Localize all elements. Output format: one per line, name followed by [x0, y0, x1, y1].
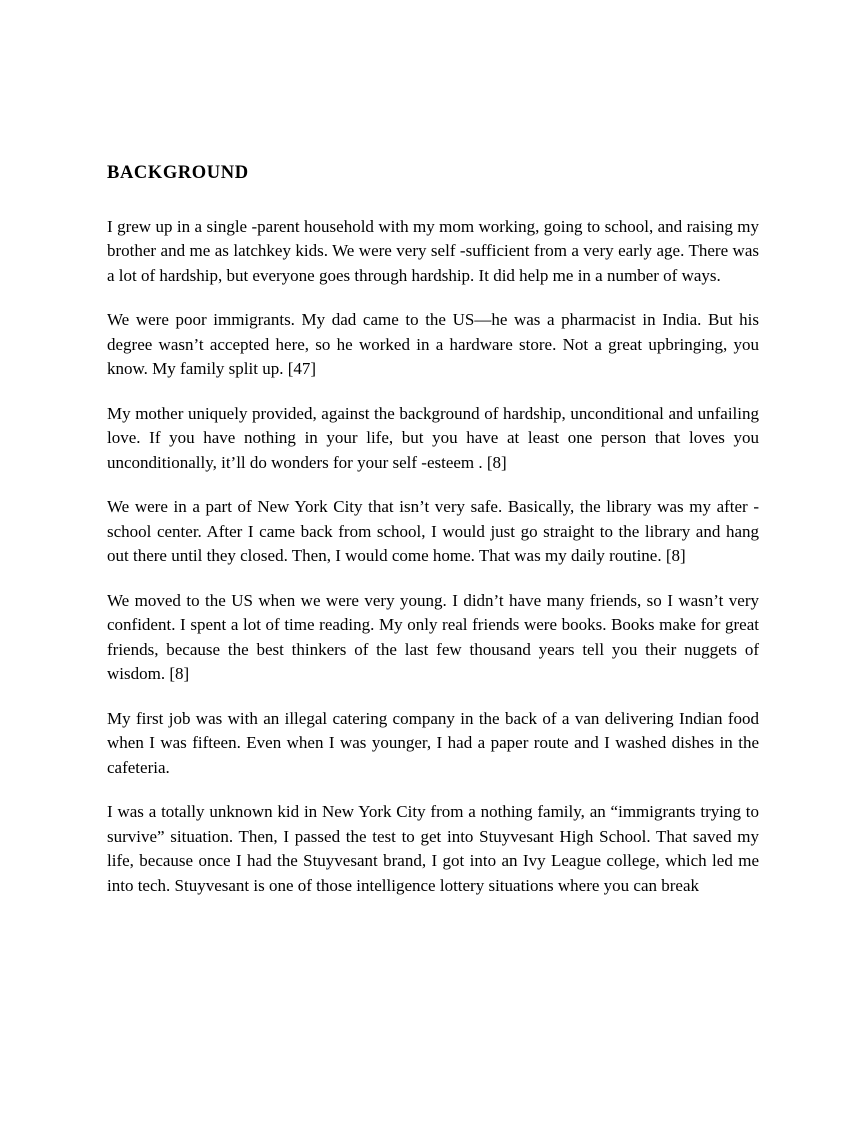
section-heading: BACKGROUND [107, 163, 249, 183]
paragraph: My mother uniquely provided, against the background of hardship, unconditional and unfailing love. If you have nothing in your life, but you have at least one person that loves you unconditionally, it’ll do wonders for your self -esteem . [8] [107, 403, 759, 472]
text-block [107, 161, 759, 898]
paragraph: I was a totally unknown kid in New York City from a nothing family, an “immigrants trying to survive” situation. Then, I passed the test to get into Stuyvesant High School. That saved my life, because once I had the Stuyvesant brand, I got into an Ivy League college, which led me into tech. Stuyvesant is one of those intelligence lottery situations where you can break [107, 802, 759, 895]
paragraph: We were poor immigrants. My dad came to the US—he was a pharmacist in India. But his degree wasn’t accepted here, so he worked in a hardware store. Not a great upbringing, you know. My family split up. [47] [107, 310, 759, 378]
paragraph: My first job was with an illegal catering company in the back of a van delivering Indian food when I was fifteen. Even when I was younger, I had a paper route and I washed dishes in the cafeteria. [107, 708, 759, 777]
paragraph: I grew up in a single -parent household with my mom working, going to school, and raising my brother and me as latchkey kids. We were very self -sufficient from a very early age. There was a lot of hardship, but everyone goes through hardship. It did help me in a number of ways. [107, 216, 759, 285]
paragraph: We moved to the US when we were very young. I didn’t have many friends, so I wasn’t very confident. I spent a lot of time reading. My only real friends were books. Books make for great friends, because the best thinkers of the last few thousand years tell you their nuggets of wisdom. [8] [107, 590, 759, 683]
paragraph: We were in a part of New York City that isn’t very safe. Basically, the library was my after -school center. After I came back from school, I would just go straight to the library and hang out there until they closed. Then, I would come home. That was my daily routine. [8] [107, 497, 759, 565]
